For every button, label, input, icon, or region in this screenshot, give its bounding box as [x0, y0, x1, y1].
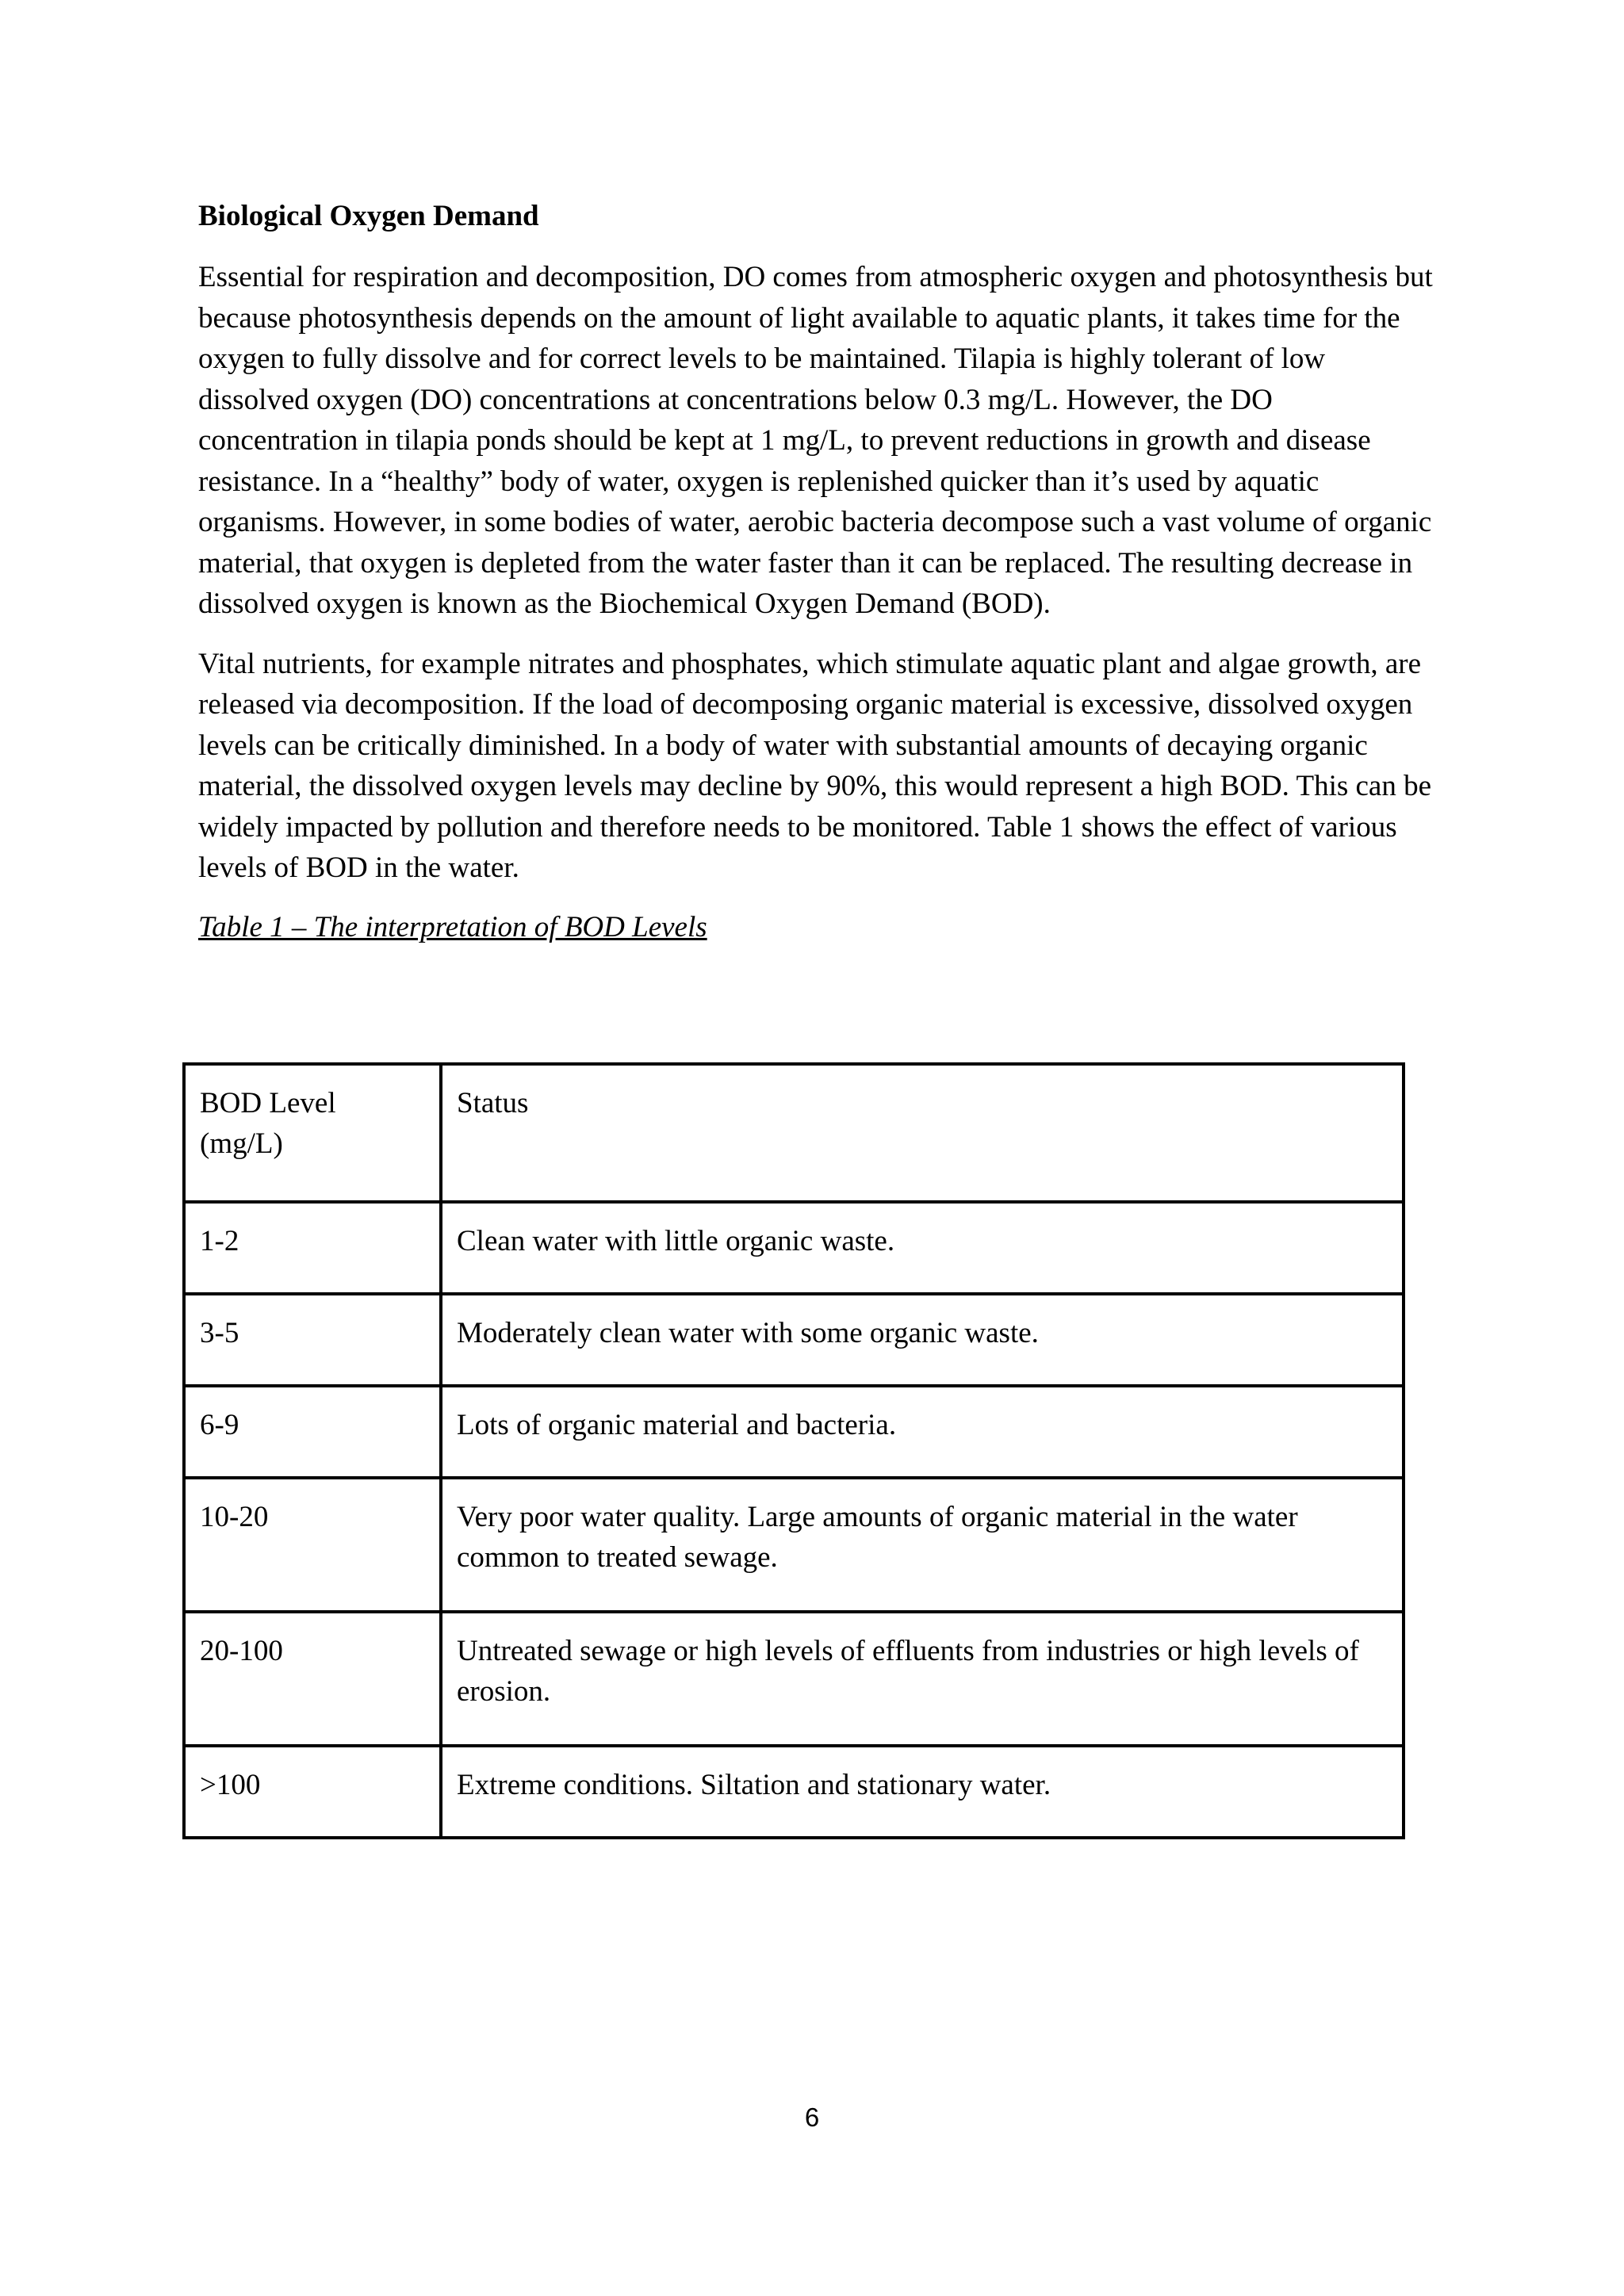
bod-table — [182, 1062, 1405, 1839]
document-page — [198, 198, 1435, 962]
page-number: 6 — [804, 2103, 820, 2132]
table-caption: Table 1 – The interpretation of BOD Levels — [198, 910, 707, 943]
header-level-cell: BOD Level (mg/L) — [184, 1064, 441, 1202]
level-cell: 6-9 — [184, 1386, 441, 1478]
paragraph-1: Essential for respiration and decomposition, DO comes from atmospheric oxygen and photosynthesis but because photosynthesis depends on the amount of light available to aquatic plants, it takes time for the oxygen to fully dissolve and for correct levels to be maintained. Tilapia is highly tolerant of low dissolved oxygen (DO) concentrations at concentrations below 0.3 mg/L. However, the DO concentration in tilapia ponds should be kept at 1 mg/L, to prevent reductions in growth and disease resistance. In a “healthy” body of water, oxygen is replenished quicker than it’s used by aquatic organisms. However, in some bodies of water, aerobic bacteria decompose such a vast volume of organic material, that oxygen is depleted from the water faster than it can be replaced. The resulting decrease in dissolved oxygen is known as the Biochemical Oxygen Demand (BOD). — [198, 261, 1433, 620]
paragraph-2: Vital nutrients, for example nitrates and phosphates, which stimulate aquatic plant and algae growth, are released via decomposition. If the load of decomposing organic material is excessive, dissolved oxygen levels can be critically diminished. In a body of water with substantial amounts of decaying organic material, the dissolved oxygen levels may decline by 90%, this would represent a high BOD. This can be widely impacted by pollution and therefore needs to be monitored. Table 1 shows the effect of various levels of BOD in the water. — [198, 647, 1432, 884]
status-cell: Untreated sewage or high levels of effluents from industries or high levels of erosion. — [441, 1612, 1404, 1746]
status-cell: Lots of organic material and bacteria. — [441, 1386, 1404, 1478]
table-row — [184, 1386, 1404, 1478]
section-heading: Biological Oxygen Demand — [198, 200, 539, 232]
table-row — [184, 1612, 1404, 1746]
table-row — [184, 1202, 1404, 1294]
table-row — [184, 1478, 1404, 1612]
level-cell: 10-20 — [184, 1478, 441, 1612]
status-cell: Very poor water quality. Large amounts of organic material in the water common to treated sewage. — [441, 1478, 1404, 1612]
status-cell: Extreme conditions. Siltation and stationary water. — [441, 1746, 1404, 1838]
level-cell: >100 — [184, 1746, 441, 1838]
table-header-row — [184, 1064, 1404, 1202]
level-cell: 3-5 — [184, 1294, 441, 1386]
level-cell: 1-2 — [184, 1202, 441, 1294]
table-row — [184, 1294, 1404, 1386]
table-row — [184, 1746, 1404, 1838]
level-cell: 20-100 — [184, 1612, 441, 1746]
status-cell: Clean water with little organic waste. — [441, 1202, 1404, 1294]
header-status-cell: Status — [441, 1064, 1404, 1202]
status-cell: Moderately clean water with some organic waste. — [441, 1294, 1404, 1386]
